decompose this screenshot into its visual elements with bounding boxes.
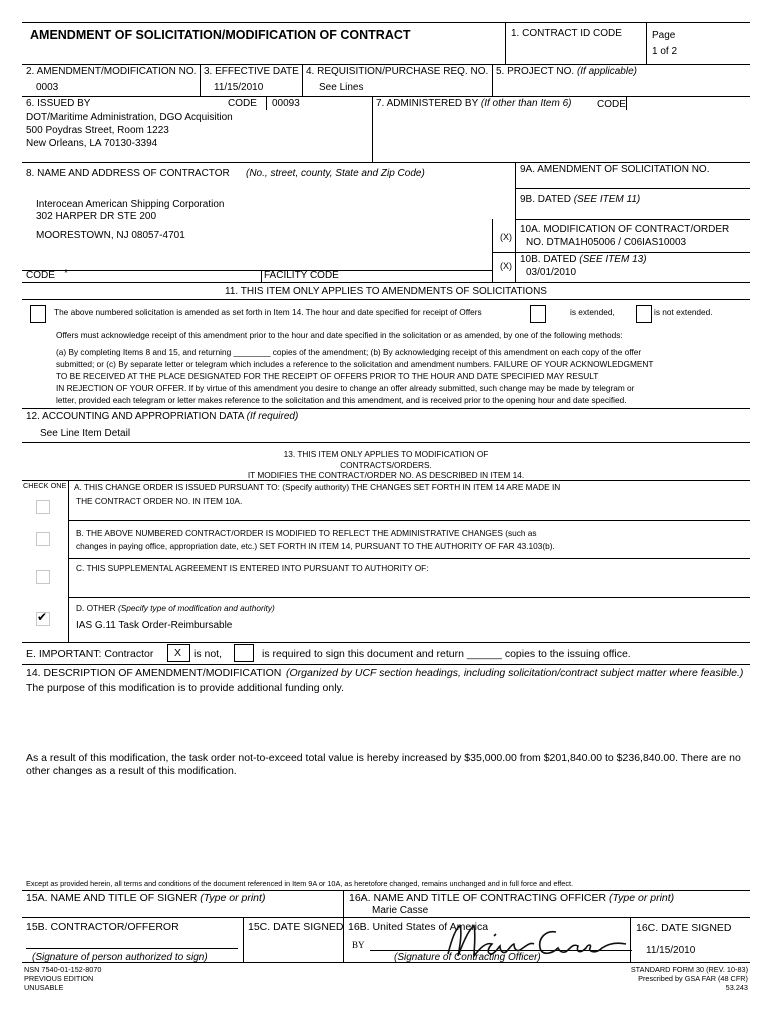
administered-by-label: 7. ADMINISTERED BY (If other than Item 6) [376,98,572,109]
item-13d-value: IAS G.11 Task Order-Reimbursable [76,620,233,631]
issued-code-label: CODE [228,98,257,109]
dated-9b-label: 9B. DATED (SEE ITEM 11) [520,194,641,205]
form-title: AMENDMENT OF SOLICITATION/MODIFICATION OF CONTRACT [30,28,411,42]
item-11-heading: 11. THIS ITEM ONLY APPLIES TO AMENDMENTS OF SOLICITATIONS [225,286,547,297]
page-value: 1 of 2 [652,46,678,57]
item-13a-line-1: A. THIS CHANGE ORDER IS ISSUED PURSUANT TO: (Specify authority) THE CHANGES SET FORTH IN ITEM 14 ARE MADE IN [74,482,561,492]
except-note: Except as provided herein, all terms and conditions of the document referenced in Item 9A or 10A, as heretofore changed, remains unchanged and in full force and effect. [26,879,574,888]
issued-line-1: DOT/Maritime Administration, DGO Acquisition [26,112,233,123]
is-not-checkbox[interactable] [167,644,190,662]
check-mark-icon: ✔ [37,610,48,624]
item-13d-label: D. OTHER (Specify type of modification and authority) [76,603,275,613]
checkbox-13a[interactable] [36,500,50,514]
is-not-label: is not, [194,648,223,660]
item-11-para-2: (a) By completing Items 8 and 15, and returning ________ copies of the amendment; (b) By acknowledging receipt of this amendment on each copy of the offer [56,347,642,357]
modification-10a-label: 10A. MODIFICATION OF CONTRACT/ORDER [520,224,730,235]
requisition-value[interactable]: See Lines [319,82,364,93]
checkbox-13c[interactable] [36,570,50,584]
item-13b-line-2: changes in paying office, appropriation date, etc.) SET FORTH IN ITEM 14, PURSUANT TO THE AUTHORITY OF FAR 43.103(b). [76,541,555,551]
item-14-note: (Organized by UCF section headings, including solicitation/contract subject matter where feasible.) [286,667,744,679]
item-14-para-2b: other changes as a result of this modification. [26,765,237,777]
standard-form-label: STANDARD FORM 30 (REV. 10-83) [630,965,748,974]
check-one-label: CHECK ONE [23,481,67,490]
checkbox-13d[interactable] [36,612,50,626]
signature-officer-label: (Signature of Contracting Officer) [394,952,541,963]
contractor-line-2: 302 HARPER DR STE 200 [36,211,157,222]
is-extended-label: is extended, [570,307,615,317]
item-12-label: 12. ACCOUNTING AND APPROPRIATION DATA (If required) [26,411,299,422]
x-mark-10b: (X) [500,261,512,271]
is-not-x: X [174,647,182,659]
signer-name-label: 15A. NAME AND TITLE OF SIGNER (Type or print) [26,892,266,904]
item-14-para-1: The purpose of this modification is to provide additional funding only. [26,682,344,694]
amendment-no-label: 2. AMENDMENT/MODIFICATION NO. [26,66,197,77]
item-13c-line-1: C. THIS SUPPLEMENTAL AGREEMENT IS ENTERED INTO PURSUANT TO AUTHORITY OF: [76,563,429,573]
is-not-extended-label: is not extended. [654,307,713,317]
dated-10b-value[interactable]: 03/01/2010 [526,267,577,278]
effective-date-value[interactable]: 11/15/2010 [214,82,264,93]
far-number-label: 53.243 [725,983,748,992]
issued-line-3: New Orleans, LA 70130-3394 [26,138,158,149]
item-11-para-4: TO BE RECEIVED AT THE PLACE DESIGNATED FOR THE RECEIPT OF OFFERS PRIOR TO THE HOUR AND DATE SPECIFIED MAY RESULT [56,371,599,381]
date-signed-16c-value: 11/15/2010 [646,945,696,956]
checkbox-13b[interactable] [36,532,50,546]
item-11-para-5: IN REJECTION OF YOUR OFFER. If by virtue of this amendment you desire to change an offer already submitted, such change may be made by telegram or [56,383,635,393]
facility-code-label: FACILITY CODE [264,270,339,281]
contractor-code-label: CODE [26,270,55,281]
item-13-heading-1: 13. THIS ITEM ONLY APPLIES TO MODIFICATION OF [283,449,489,459]
item-11-para-3: submitted; or (c) By separate letter or telegram which includes a reference to the solicitation and amendment numbers. FAILURE OF YOUR ACKNOWLEDGMENT [56,359,654,369]
is-extended-checkbox[interactable] [530,305,546,323]
united-states-label: 16B. United States of America [348,921,489,933]
x-mark-10a: (X) [500,232,512,242]
previous-edition-2: UNUSABLE [24,983,64,992]
date-signed-15c-label: 15C. DATE SIGNED [248,921,344,933]
dated-10b-label: 10B. DATED (SEE ITEM 13) [520,254,647,265]
item-11-line-1: The above numbered solicitation is amended as set forth in Item 14. The hour and date specified for receipt of Offers [54,307,482,317]
contractor-code-value[interactable]: * [64,268,68,279]
issued-line-2: 500 Poydras Street, Room 1223 [26,125,169,136]
important-label: E. IMPORTANT: Contractor [26,648,154,660]
by-label: BY [352,940,365,950]
item-11-para-1: Offers must acknowledge receipt of this amendment prior to the hour and date specified in the solicitation or as amended, by one of the following methods: [56,330,623,340]
item-13-heading-2: CONTRACTS/ORDERS. [340,460,432,470]
amendment-no-value[interactable]: 0003 [36,82,59,93]
contractor-note: (No., street, county, State and Zip Code) [246,168,425,179]
modification-10a-value[interactable]: NO. DTMA1H05006 / C06IAS10003 [526,237,687,248]
project-no-label: 5. PROJECT NO. (If applicable) [496,66,637,77]
prescribed-by-label: Prescribed by GSA FAR (48 CFR) [638,974,748,983]
item-12-value: See Line Item Detail [40,428,131,439]
item-13a-line-2: THE CONTRACT ORDER NO. IN ITEM 10A. [76,496,243,506]
contractor-line-1: Interocean American Shipping Corporation [36,199,225,210]
important-rest: is required to sign this document and return ______ copies to the issuing office. [262,648,631,660]
contractor-line-3: MOORESTOWN, NJ 08057-4701 [36,230,185,241]
contractor-label: 8. NAME AND ADDRESS OF CONTRACTOR [26,168,230,179]
date-signed-16c-label: 16C. DATE SIGNED [636,922,732,934]
issued-code-value[interactable]: 00093 [272,98,300,109]
item-13-heading-3: IT MODIFIES THE CONTRACT/ORDER NO. AS DESCRIBED IN ITEM 14. [247,470,525,480]
item-11-para-6: letter, provided each telegram or letter makes reference to the solicitation and this amendment, and is received prior to the opening hour and date specified. [56,395,627,405]
item-14-label: 14. DESCRIPTION OF AMENDMENT/MODIFICATION [26,667,282,679]
item-13b-line-1: B. THE ABOVE NUMBERED CONTRACT/ORDER IS MODIFIED TO REFLECT THE ADMINISTRATIVE CHANGES (such as [76,528,537,538]
is-not-extended-checkbox[interactable] [636,305,652,323]
contractor-offeror-label: 15B. CONTRACTOR/OFFEROR [26,921,179,933]
contract-id-label: 1. CONTRACT ID CODE [511,28,622,39]
effective-date-label: 3. EFFECTIVE DATE [204,66,299,77]
signature-person-label: (Signature of person authorized to sign) [32,952,208,963]
administered-code-label: CODE [597,99,626,110]
previous-edition-1: PREVIOUS EDITION [24,974,94,983]
solicitation-checkbox[interactable] [30,305,46,323]
requisition-label: 4. REQUISITION/PURCHASE REQ. NO. [306,66,489,77]
page-label: Page [652,30,676,41]
officer-name-label: 16A. NAME AND TITLE OF CONTRACTING OFFICER (Type or print) [349,892,675,904]
is-required-checkbox[interactable] [234,644,254,662]
nsn-label: NSN 7540-01-152-8070 [24,965,102,974]
officer-name-value: Marie Casse [372,905,429,916]
item-14-para-2a: As a result of this modification, the task order not-to-exceed total value is hereby increased by $35,000.00 from $201,840.00 to $236,840.00. There are no [26,752,741,764]
contractor-signature-line [26,948,238,949]
issued-by-label: 6. ISSUED BY [26,98,91,109]
amendment-solicitation-label: 9A. AMENDMENT OF SOLICITATION NO. [520,164,710,175]
